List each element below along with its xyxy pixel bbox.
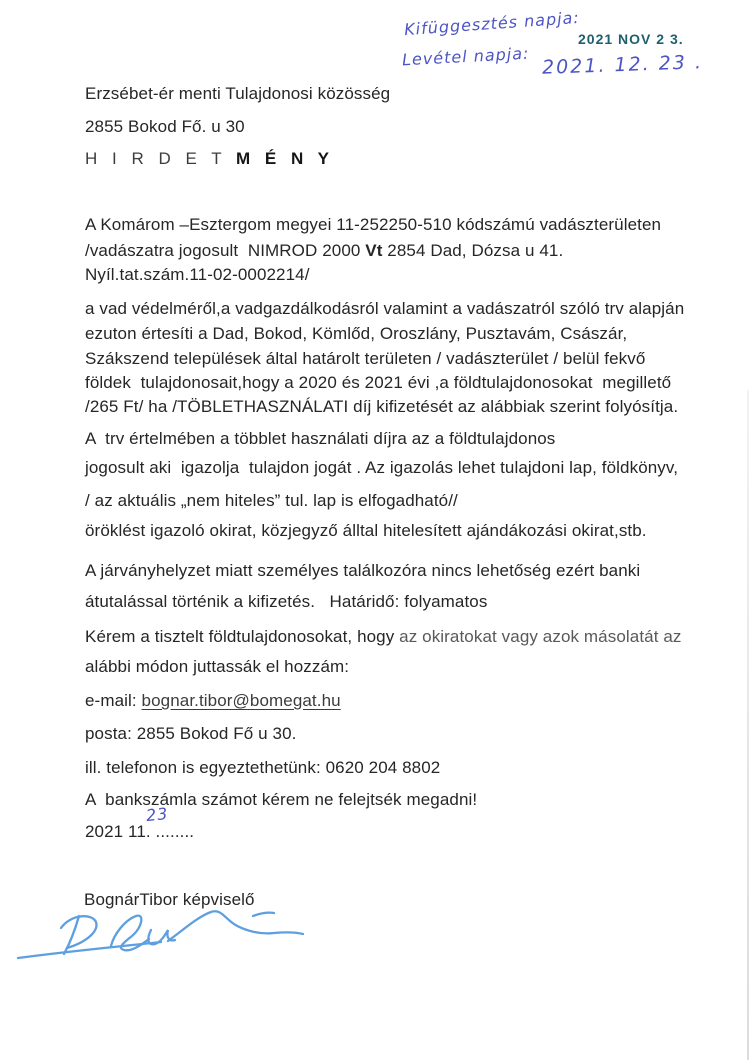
handwritten-removal-date-label: Levétel napja: bbox=[401, 43, 530, 70]
body-line-non-certified-accepted: / az aktuális „nem hiteles” tul. lap is elfogadható// bbox=[85, 491, 458, 510]
body-line-bank-account-reminder: A bankszámla számot kérem ne felejtsék megadni! bbox=[85, 790, 478, 809]
handwritten-posting-date-label: Kifüggesztés napja: bbox=[403, 7, 581, 40]
body-line-proof-of-ownership: jogosult aki igazolja tulajdon jogát . Az igazolás lehet tulajdoni lap, földkönyv, bbox=[85, 458, 679, 477]
body-line-registry-number: Nyíl.tat.szám.11-02-0002214/ bbox=[85, 265, 310, 284]
body-line-postal-address: posta: 2855 Bokod Fő u 30. bbox=[85, 724, 297, 743]
organization-address: 2855 Bokod Fő. u 30 bbox=[85, 117, 245, 136]
signature-stroke bbox=[18, 911, 303, 958]
document-title-part1: H I R D E T bbox=[85, 149, 237, 168]
body-line-phone: ill. telefonon is egyeztethetünk: 0620 204 8802 bbox=[85, 758, 441, 777]
organization-name: Erzsébet-ér menti Tulajdonosi közösség bbox=[85, 84, 391, 103]
body-line-request-documents bbox=[85, 627, 682, 647]
handwritten-day: 23 bbox=[145, 803, 170, 826]
handwritten-signature bbox=[15, 903, 307, 967]
body-line-hunting-area: A Komárom –Esztergom megyei 11-252250-510 kódszámú vadászterületen bbox=[85, 215, 662, 234]
email-label: e-mail: bbox=[85, 691, 142, 710]
body-line-bank-transfer-deadline: átutalással történik a kifizetés. Határidő: folyamatos bbox=[85, 592, 488, 611]
licensee-address: 2854 Dad, Dózsa u 41. bbox=[382, 241, 564, 260]
licensee-text: /vadászatra jogosult NIMROD 2000 bbox=[85, 241, 366, 260]
body-line-fee-payment: /265 Ft/ ha /TÖBLETHASZNÁLATI díj kifizetését az alábbiak szerint folyósítja. bbox=[85, 397, 679, 416]
document-title-part2: M É N Y bbox=[236, 149, 334, 168]
scan-edge-shadow bbox=[747, 390, 749, 1060]
body-line-pandemic-notice: A járványhelyzet miatt személyes találkozóra nincs lehetőség ezért banki bbox=[85, 561, 641, 580]
handwritten-removal-date: 2021. 12. 23 . bbox=[541, 51, 704, 79]
body-line-delivery-methods: alábbi módon juttassák el hozzám: bbox=[85, 657, 350, 676]
email-link[interactable]: bognar.tibor@bomegat.hu bbox=[141, 691, 341, 710]
body-line-law-reference: a vad védelméről,a vadgazdálkodásról valamint a vadászatról szóló trv alapján bbox=[85, 299, 685, 318]
body-line-email bbox=[85, 691, 341, 711]
body-line-owners-years: földek tulajdonosait,hogy a 2020 és 2021 évi ,a földtulajdonosokat megillető bbox=[85, 373, 672, 392]
signatory-name: BognárTibor képviselő bbox=[84, 890, 255, 909]
document-title bbox=[85, 149, 334, 169]
body-line-inheritance-documents: öröklést igazoló okirat, közjegyző álltal hitelesített ajándákozási okirat,stb. bbox=[85, 521, 647, 540]
date-line: 2021 11. ........ bbox=[85, 822, 195, 841]
body-line-licensee bbox=[85, 241, 563, 261]
date-stamp: 2021 NOV 2 3. bbox=[578, 31, 684, 47]
body-line-settlements: ezuton értesíti a Dad, Bokod, Kömlőd, Oroszlány, Pusztavám, Császár, bbox=[85, 324, 628, 343]
request-documents-text: Kérem a tisztelt földtulajdonosokat, hogy bbox=[85, 627, 400, 646]
licensee-company-form: Vt bbox=[365, 241, 383, 260]
request-documents-gray-text: az okiratokat vagy azok másolatát az bbox=[399, 627, 682, 646]
body-line-territory: Szákszend települések által határolt területen / vadászterület / belül fekvő bbox=[85, 349, 646, 368]
body-line-entitlement: A trv értelmében a többlet használati díjra az a földtulajdonos bbox=[85, 429, 556, 448]
